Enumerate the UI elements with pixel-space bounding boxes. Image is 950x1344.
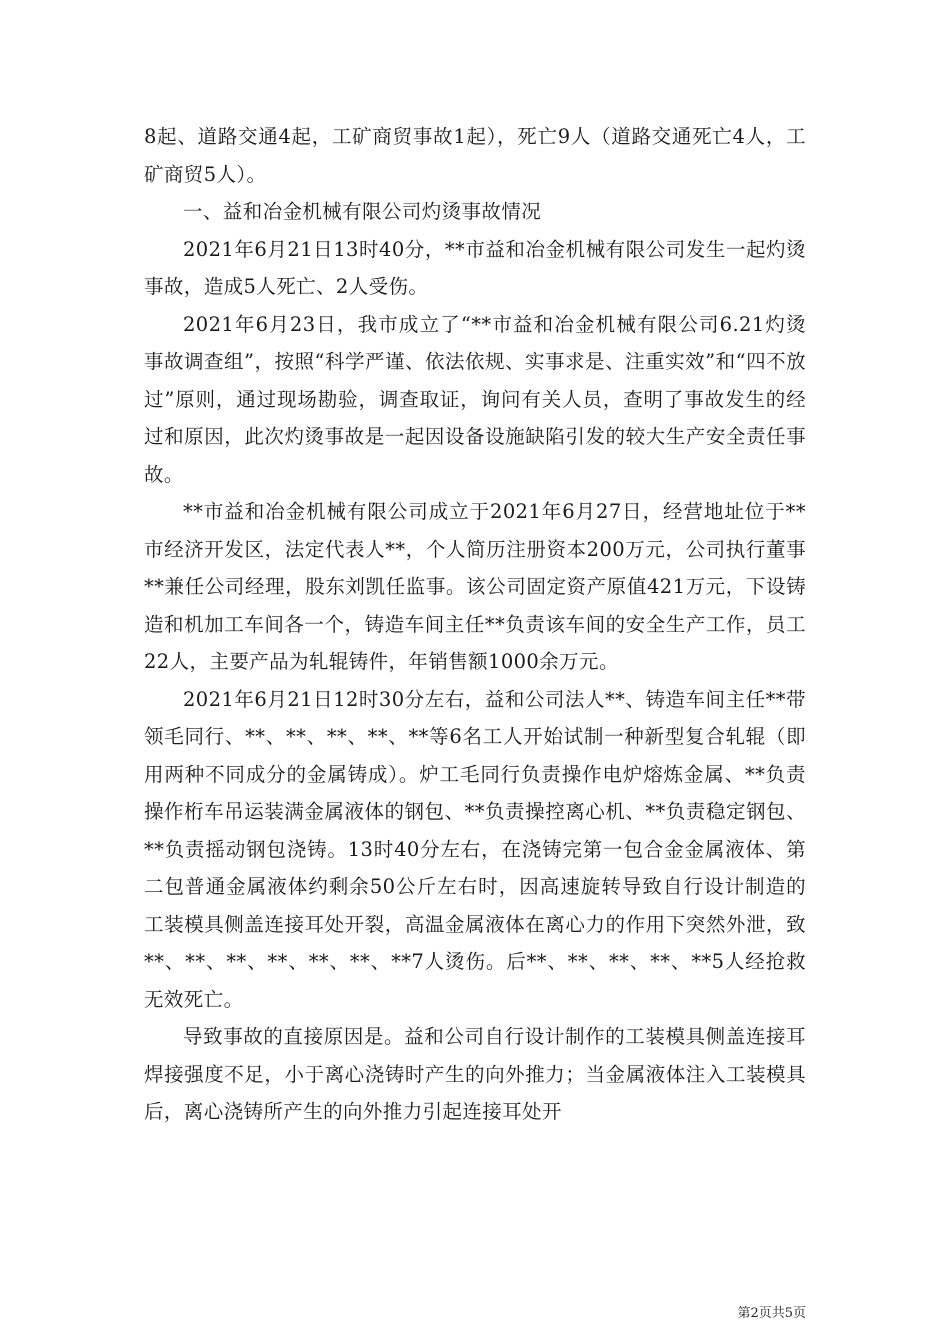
document-body — [144, 118, 806, 1131]
page-number: 第2页共5页 — [737, 1306, 806, 1321]
paragraph: 导致事故的直接原因是。益和公司自行设计制作的工装模具侧盖连接耳焊接强度不足，小于离心浇铸时产生的向外推力；当金属液体注入工装模具后，离心浇铸所产生的向外推力引起连接耳处开 — [144, 1025, 806, 1123]
section-heading: 一、益和冶金机械有限公司灼烫事故情况 — [183, 200, 542, 223]
paragraph: 2021年6月21日12时30分左右，益和公司法人**、铸造车间主任**带领毛同行、**、**、**、**、**等6名工人开始试制一种新型复合轧辊（即用两种不同成分的金属铸成）。炉工毛同行负责操作电炉熔炼金属、**负责操作桁车吊运装满金属液体的钢包、**负责操控离心机、**负责稳定钢包、**负责摇动钢包浇铸。13时40分左右，在浇铸完第一包合金金属液体、第二包普通金属液体约剩余50公斤左右时，因高速旋转导致自行设计制造的工装模具侧盖连接耳处开裂，高温金属液体在离心力的作用下突然外泄，致**、**、**、**、**、**、**7人烫伤。后**、**、**、**、**5人经抢救无效死亡。 — [144, 687, 806, 1011]
paragraph: 2021年6月23日，我市成立了“**市益和冶金机械有限公司6.21灼烫事故调查组”，按照“科学严谨、依法依规、实事求是、注重实效”和“四不放过”原则，通过现场勘验，调查取证，询问有关人员，查明了事故发生的经过和原因，此次灼烫事故是一起因设备设施缺陷引发的较大生产安全责任事故。 — [144, 312, 806, 486]
paragraph-continuation: 8起、道路交通4起，工矿商贸事故1起），死亡9人（道路交通死亡4人，工矿商贸5人）。 — [144, 125, 806, 186]
paragraph: 2021年6月21日13时40分，**市益和冶金机械有限公司发生一起灼烫事故，造成5人死亡、2人受伤。 — [144, 237, 806, 298]
paragraph: **市益和冶金机械有限公司成立于2021年6月27日，经营地址位于**市经济开发区，法定代表人**，个人简历注册资本200万元，公司执行董事**兼任公司经理，股东刘凯任监事。该公司固定资产原值421万元，下设铸造和机加工车间各一个，铸造车间主任**负责该车间的安全生产工作，员工22人，主要产品为轧辊铸件，年销售额1000余万元。 — [144, 500, 806, 673]
